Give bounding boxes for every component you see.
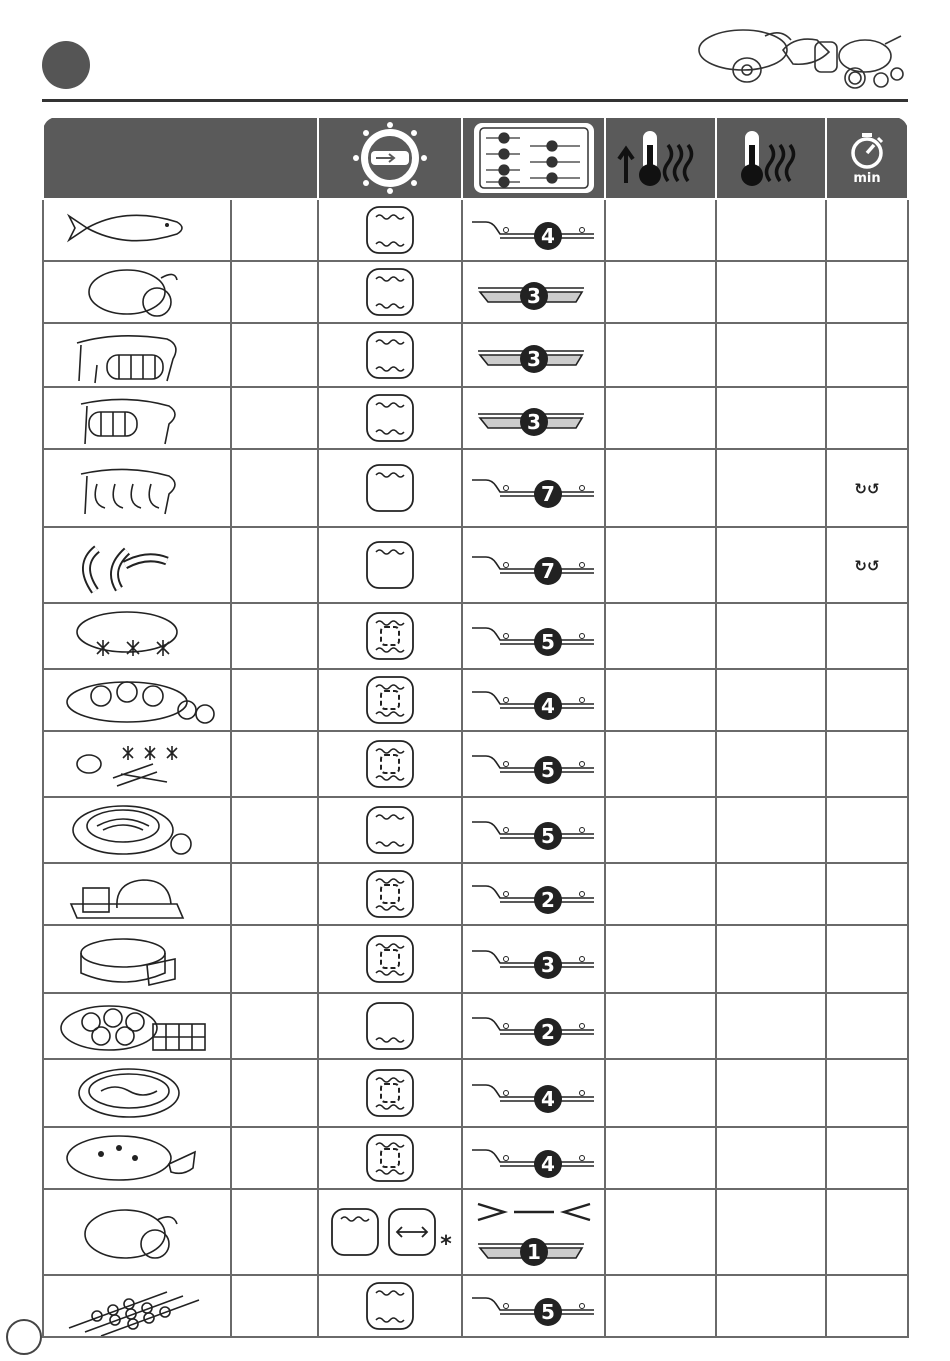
food-cell xyxy=(43,993,231,1059)
shelf-level-cell xyxy=(462,993,605,1059)
shelf-level-cell xyxy=(462,199,605,261)
weight-cell xyxy=(231,1059,318,1127)
temperature-cell xyxy=(716,1189,826,1275)
shelf-level-icon xyxy=(464,408,604,434)
function-cell xyxy=(318,323,462,387)
top-rule xyxy=(42,99,908,102)
weight-cell xyxy=(231,387,318,449)
timer-icon xyxy=(847,130,887,170)
shelf-level-icon xyxy=(464,626,604,654)
food-cell xyxy=(43,863,231,925)
temperature-icon xyxy=(736,125,806,191)
food-cell xyxy=(43,449,231,527)
temperature-cell xyxy=(716,1127,826,1189)
time-cell xyxy=(826,527,908,603)
timer-unit-label: min xyxy=(853,171,881,186)
cheesecake-icon xyxy=(57,949,217,968)
food-illustration-icon xyxy=(695,22,913,94)
turn-over-icon: ↻↺ xyxy=(854,479,880,498)
header-temperature xyxy=(716,117,826,199)
header-preheat xyxy=(605,117,716,199)
shelf-level-icon xyxy=(464,220,604,248)
bread-icon xyxy=(57,884,217,903)
food-cell xyxy=(43,603,231,669)
preheat-cell xyxy=(605,1127,716,1189)
pizza-icon xyxy=(57,1148,217,1167)
shelf-level-cell xyxy=(462,449,605,527)
weight-cell xyxy=(231,449,318,527)
function-cell xyxy=(318,669,462,731)
pork-chops-icon xyxy=(57,478,217,497)
time-cell xyxy=(826,797,908,863)
svg-text:4: 4 xyxy=(540,694,555,718)
preheat-cell xyxy=(605,797,716,863)
shelf-level-cell xyxy=(462,1059,605,1127)
rotisserie-chicken-icon xyxy=(57,1222,217,1241)
shelf-level-icon xyxy=(464,1222,604,1264)
shelf-level-icon xyxy=(464,282,604,308)
time-cell xyxy=(826,1275,908,1337)
table-row xyxy=(43,1275,908,1337)
food-cell xyxy=(43,199,231,261)
preheat-cell xyxy=(605,387,716,449)
shelf-level-cell xyxy=(462,527,605,603)
weight-cell xyxy=(231,669,318,731)
preheat-cell xyxy=(605,925,716,993)
shelf-level-cell xyxy=(462,387,605,449)
table-row xyxy=(43,797,908,863)
table-row xyxy=(43,1059,908,1127)
rotisserie-icon xyxy=(329,1222,439,1241)
shelf-levels-icon xyxy=(470,120,598,196)
fan-assisted-icon xyxy=(364,884,416,903)
food-cell xyxy=(43,1275,231,1337)
preheat-cell xyxy=(605,527,716,603)
shelf-level-icon xyxy=(464,820,604,848)
svg-text:5: 5 xyxy=(540,824,555,848)
table-row xyxy=(43,261,908,323)
weight-cell xyxy=(231,797,318,863)
weight-cell xyxy=(231,1127,318,1189)
function-cell xyxy=(318,527,462,603)
svg-text:3: 3 xyxy=(540,953,555,977)
shelf-level-icon xyxy=(464,1296,604,1324)
food-cell xyxy=(43,1189,231,1275)
shelf-level-cell xyxy=(462,863,605,925)
function-cell xyxy=(318,199,462,261)
svg-text:2: 2 xyxy=(540,888,555,912)
temperature-cell xyxy=(716,449,826,527)
preheat-cell xyxy=(605,1275,716,1337)
svg-text:5: 5 xyxy=(540,630,555,654)
fan-assisted-icon xyxy=(364,949,416,968)
fan-assisted-icon xyxy=(364,690,416,709)
shelf-level-icon xyxy=(464,1016,604,1044)
svg-text:4: 4 xyxy=(540,1087,555,1111)
time-cell xyxy=(826,323,908,387)
table-row xyxy=(43,1189,908,1275)
preheat-cell xyxy=(605,261,716,323)
preheat-cell xyxy=(605,863,716,925)
function-cell xyxy=(318,1059,462,1127)
bottom-heat-icon xyxy=(364,1016,416,1035)
svg-text:3: 3 xyxy=(526,410,541,434)
svg-text:4: 4 xyxy=(540,224,555,248)
function-cell xyxy=(318,731,462,797)
function-cell xyxy=(318,1189,462,1275)
temperature-cell xyxy=(716,603,826,669)
kebab-skewers-icon xyxy=(57,1296,217,1315)
table-row xyxy=(43,199,908,261)
fan-assisted-icon xyxy=(364,1083,416,1102)
shelf-level-icon xyxy=(464,884,604,912)
time-cell xyxy=(826,669,908,731)
fan-assisted-icon xyxy=(364,754,416,773)
shelf-level-cell xyxy=(462,1275,605,1337)
food-cell xyxy=(43,1127,231,1189)
function-cell xyxy=(318,925,462,993)
preheat-cell xyxy=(605,449,716,527)
fish-icon xyxy=(57,220,217,239)
svg-text:5: 5 xyxy=(540,758,555,782)
preheat-cell xyxy=(605,731,716,797)
preheat-cell xyxy=(605,993,716,1059)
weight-cell xyxy=(231,199,318,261)
temperature-cell xyxy=(716,669,826,731)
weight-cell xyxy=(231,1275,318,1337)
fan-assisted-icon xyxy=(364,1148,416,1167)
time-cell xyxy=(826,863,908,925)
time-cell xyxy=(826,1059,908,1127)
shelf-level-cell xyxy=(462,323,605,387)
pork-roast-icon xyxy=(57,408,217,427)
shelf-level-cell xyxy=(462,731,605,797)
food-cell xyxy=(43,669,231,731)
food-cell xyxy=(43,323,231,387)
function-dial-icon xyxy=(349,120,431,196)
apple-tart-icon xyxy=(57,820,217,839)
preheat-temperature-icon xyxy=(616,125,706,191)
food-cell xyxy=(43,731,231,797)
function-cell xyxy=(318,1127,462,1189)
table-row xyxy=(43,993,908,1059)
table-row xyxy=(43,323,908,387)
turn-over-icon: ↻↺ xyxy=(854,556,880,575)
shelf-level-cell xyxy=(462,797,605,863)
weight-cell xyxy=(231,993,318,1059)
temperature-cell xyxy=(716,199,826,261)
top-bottom-heat-icon xyxy=(364,345,416,364)
temperature-cell xyxy=(716,387,826,449)
shelf-level-icon xyxy=(464,478,604,506)
time-cell xyxy=(826,1189,908,1275)
time-cell xyxy=(826,993,908,1059)
food-cell xyxy=(43,261,231,323)
function-cell xyxy=(318,863,462,925)
table-row xyxy=(43,925,908,993)
time-cell xyxy=(826,261,908,323)
fan-assisted-icon xyxy=(364,626,416,645)
frozen-fries-icon xyxy=(57,754,217,773)
time-cell xyxy=(826,1127,908,1189)
food-cell xyxy=(43,387,231,449)
shelf-level-icon xyxy=(464,949,604,977)
temperature-cell xyxy=(716,993,826,1059)
function-cell xyxy=(318,449,462,527)
temperature-cell xyxy=(716,797,826,863)
beef-roast-icon xyxy=(57,345,217,364)
preheat-cell xyxy=(605,199,716,261)
shelf-level-icon xyxy=(464,345,604,371)
preheat-cell xyxy=(605,669,716,731)
table-row xyxy=(43,527,908,603)
top-bottom-heat-icon xyxy=(364,820,416,839)
table-row xyxy=(43,669,908,731)
svg-text:2: 2 xyxy=(540,1020,555,1044)
shelf-level-icon xyxy=(464,1083,604,1111)
temperature-cell xyxy=(716,527,826,603)
shelf-level-icon xyxy=(464,754,604,782)
header-level xyxy=(462,117,605,199)
page-number-circle-bottom xyxy=(6,1319,42,1355)
time-cell xyxy=(826,603,908,669)
svg-text:4: 4 xyxy=(540,1152,555,1176)
sausages-icon xyxy=(57,555,217,574)
frozen-pizza-icon xyxy=(57,626,217,645)
shelf-level-cell xyxy=(462,925,605,993)
function-cell xyxy=(318,261,462,323)
table-row xyxy=(43,603,908,669)
function-cell xyxy=(318,1275,462,1337)
top-bottom-heat-icon xyxy=(364,1296,416,1315)
weight-cell xyxy=(231,1189,318,1275)
weight-cell xyxy=(231,527,318,603)
time-cell xyxy=(826,731,908,797)
shelf-level-icon xyxy=(464,555,604,583)
top-bottom-heat-icon xyxy=(364,408,416,427)
top-heat-icon xyxy=(364,555,416,574)
time-cell xyxy=(826,387,908,449)
table-row xyxy=(43,731,908,797)
function-cell xyxy=(318,797,462,863)
svg-text:1: 1 xyxy=(526,1240,541,1264)
table-row xyxy=(43,449,908,527)
function-cell xyxy=(318,603,462,669)
temperature-cell xyxy=(716,323,826,387)
food-cell xyxy=(43,527,231,603)
preheat-cell xyxy=(605,603,716,669)
stuffed-tomatoes-icon xyxy=(57,690,217,709)
cooking-table xyxy=(42,116,907,1338)
function-cell xyxy=(318,993,462,1059)
time-cell xyxy=(826,449,908,527)
weight-cell xyxy=(231,925,318,993)
shelf-level-cell xyxy=(462,1127,605,1189)
food-cell xyxy=(43,925,231,993)
shelf-level-cell xyxy=(462,261,605,323)
chicken-icon xyxy=(57,282,217,301)
table-header-row xyxy=(43,117,908,199)
header-timer xyxy=(826,117,908,199)
header-food xyxy=(43,117,318,199)
temperature-cell xyxy=(716,261,826,323)
shelf-level-icon xyxy=(464,1148,604,1176)
quiche-icon xyxy=(57,1083,217,1102)
time-cell xyxy=(826,199,908,261)
weight-cell xyxy=(231,863,318,925)
weight-cell xyxy=(231,731,318,797)
temperature-cell xyxy=(716,1275,826,1337)
top-heat-icon xyxy=(364,478,416,497)
creme-caramel-icon xyxy=(57,1016,217,1035)
food-cell xyxy=(43,797,231,863)
footnote-asterisk: * xyxy=(440,1231,452,1257)
weight-cell xyxy=(231,603,318,669)
top-bottom-heat-icon xyxy=(364,220,416,239)
temperature-cell xyxy=(716,1059,826,1127)
table-row xyxy=(43,863,908,925)
svg-text:7: 7 xyxy=(540,559,555,583)
food-cell xyxy=(43,1059,231,1127)
weight-cell xyxy=(231,323,318,387)
svg-text:3: 3 xyxy=(526,284,541,308)
preheat-cell xyxy=(605,323,716,387)
weight-cell xyxy=(231,261,318,323)
table-row xyxy=(43,1127,908,1189)
svg-text:7: 7 xyxy=(540,482,555,506)
svg-text:3: 3 xyxy=(526,347,541,371)
shelf-level-cell xyxy=(462,1189,605,1275)
time-cell xyxy=(826,925,908,993)
preheat-cell xyxy=(605,1189,716,1275)
shelf-level-cell xyxy=(462,669,605,731)
temperature-cell xyxy=(716,925,826,993)
page-number-circle xyxy=(42,41,90,89)
preheat-cell xyxy=(605,1059,716,1127)
shelf-level-icon xyxy=(464,690,604,718)
function-cell xyxy=(318,387,462,449)
shelf-level-cell xyxy=(462,603,605,669)
svg-text:5: 5 xyxy=(540,1300,555,1324)
temperature-cell xyxy=(716,863,826,925)
table-row xyxy=(43,387,908,449)
top-bottom-heat-icon xyxy=(364,282,416,301)
temperature-cell xyxy=(716,731,826,797)
header-function xyxy=(318,117,462,199)
